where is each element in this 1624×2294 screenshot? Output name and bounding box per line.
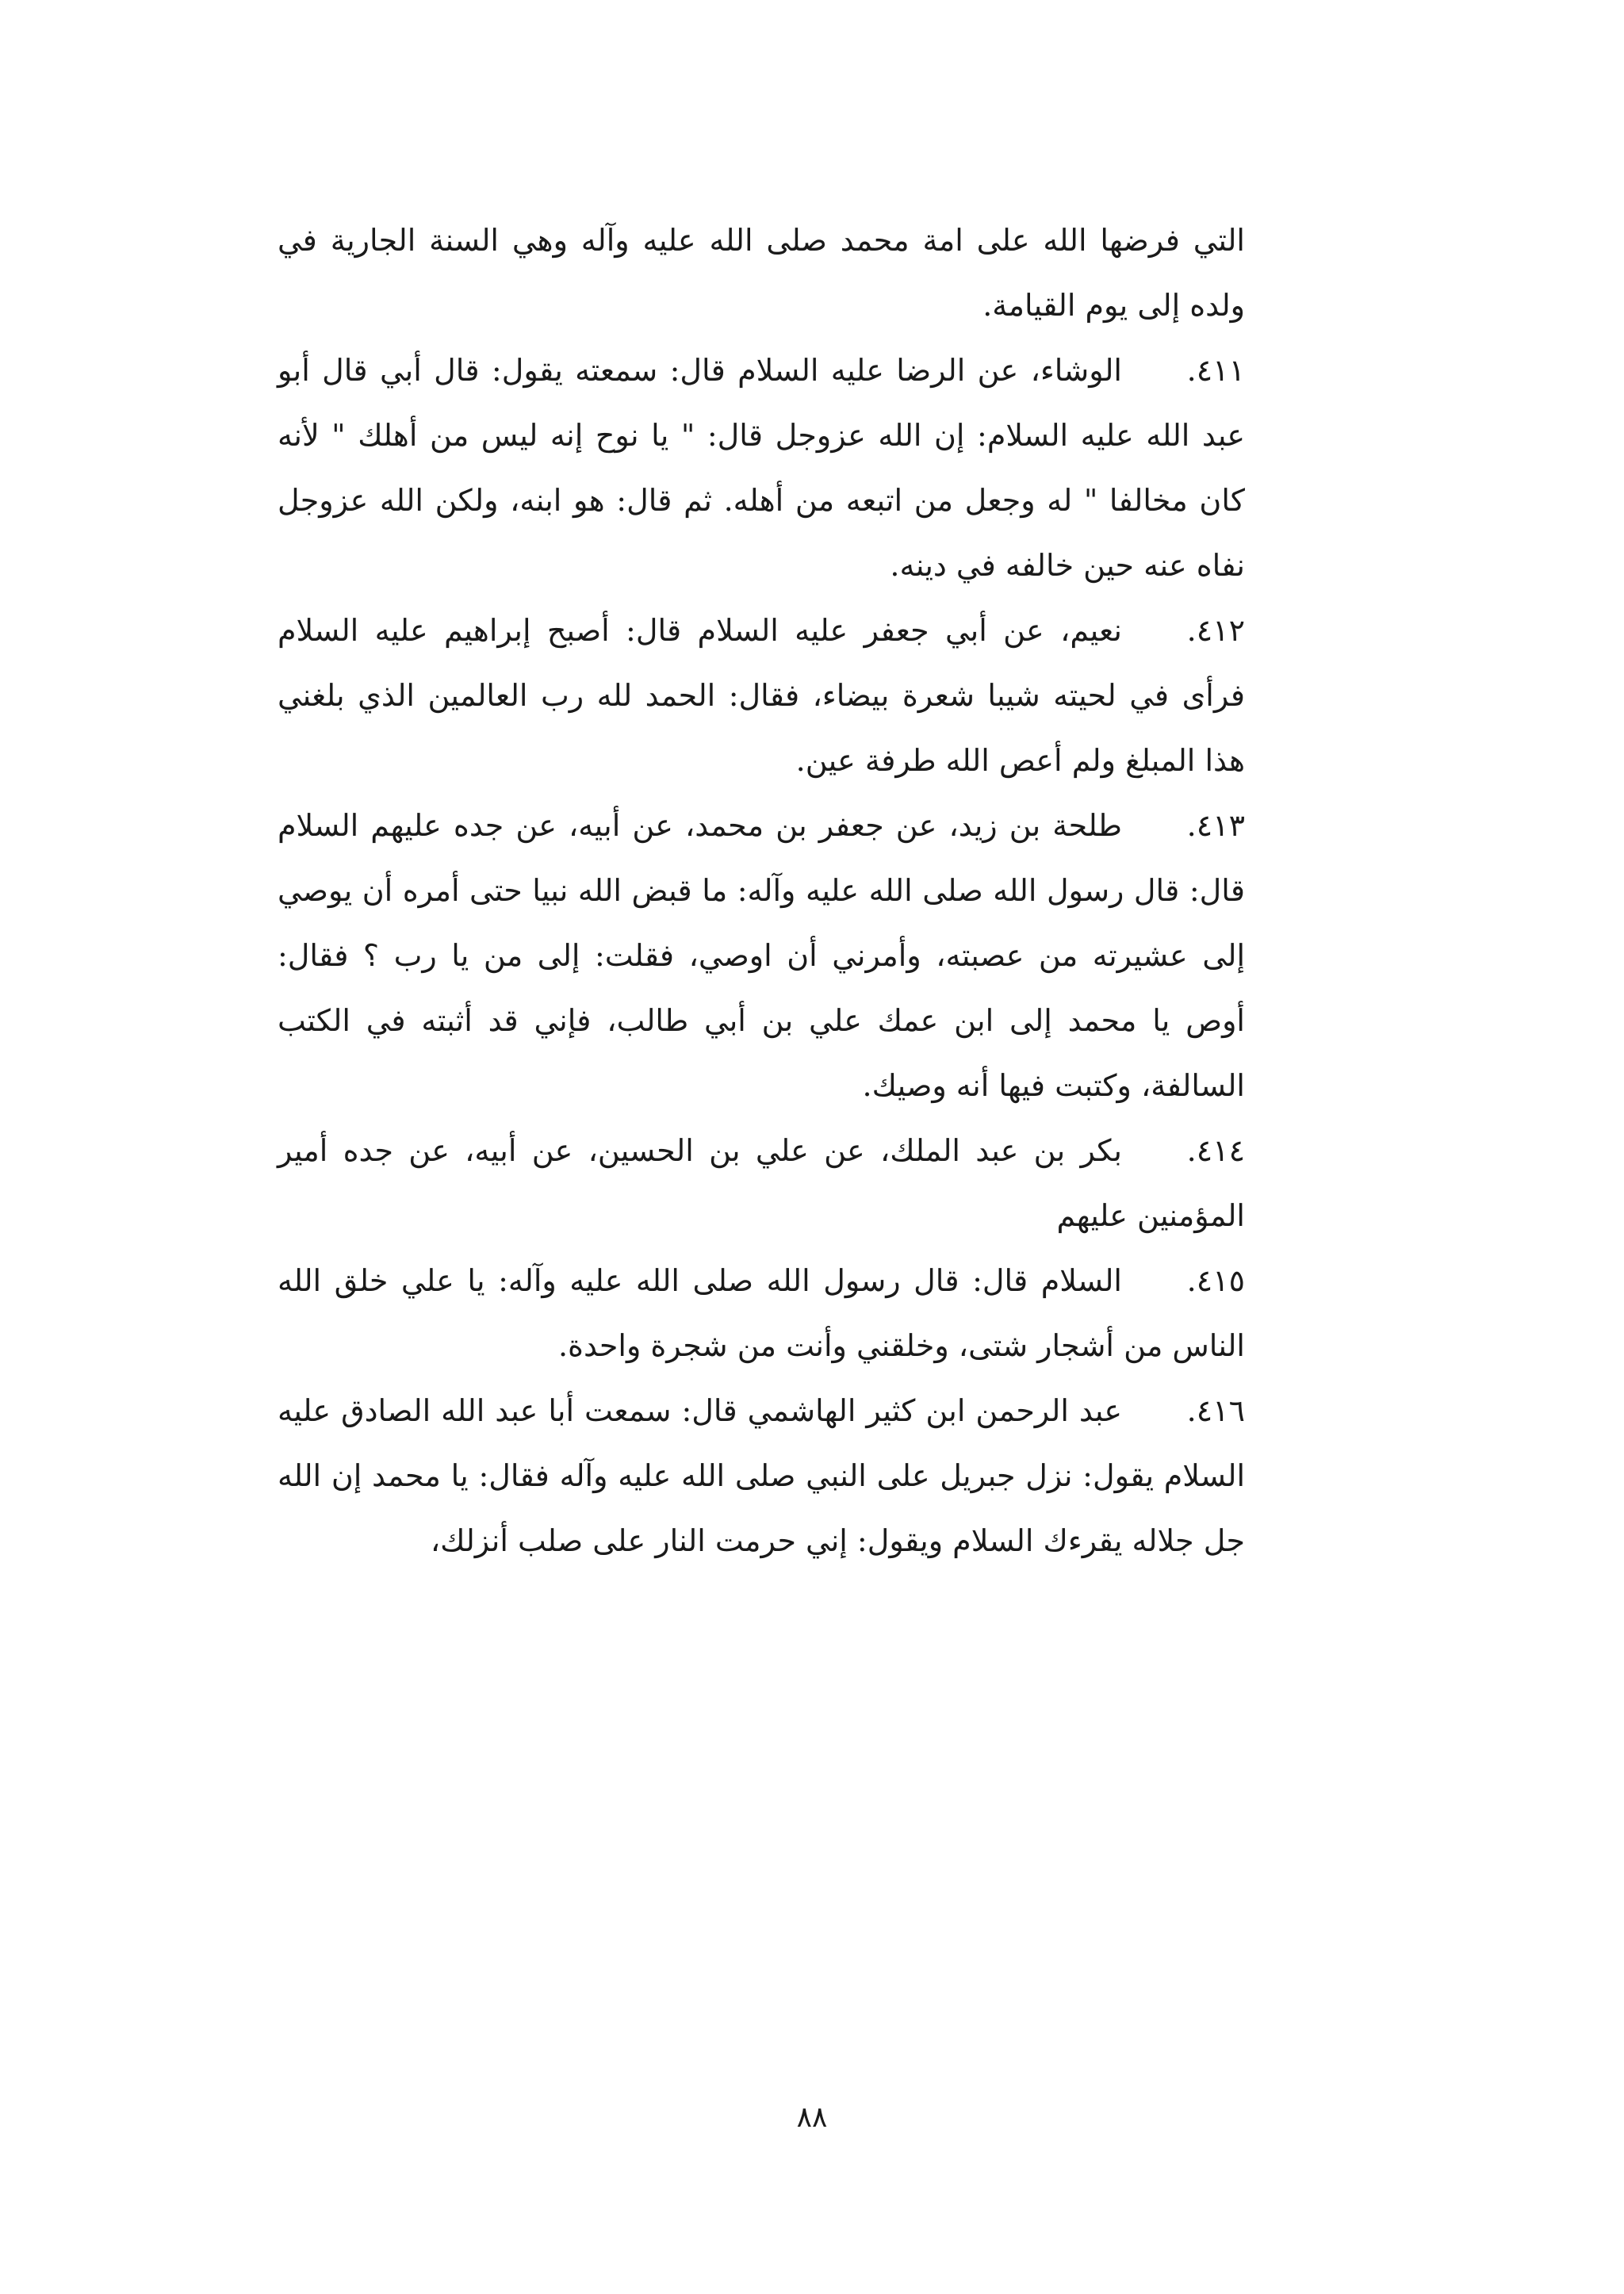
- hadith-entry-413: [278, 793, 1245, 1118]
- entry-text: عبد الرحمن ابن كثير الهاشمي قال: سمعت أبا عبد الله الصادق عليه السلام يقول: نزل جبريل على النبي صلى الله عليه وآله فقال: يا محمد إن الله جل جلاله يقرءك السلام ويقول: إني حرمت النار على صلب أنزلك،: [278, 1393, 1245, 1558]
- entry-number: ٤١٥.: [1186, 1263, 1245, 1298]
- hadith-entry-411: [278, 338, 1245, 598]
- page-body: [278, 208, 1245, 1573]
- entry-number: ٤١٢.: [1186, 613, 1245, 648]
- hadith-entry-416: [278, 1378, 1245, 1573]
- entry-text: الوشاء، عن الرضا عليه السلام قال: سمعته يقول: قال أبي قال أبو عبد الله عليه السلام: إن الله عزوجل قال: " يا نوح إنه ليس من أهلك " لأنه كان مخالفا " له وجعل من اتبعه من أهله. ثم قال: هو ابنه، ولكن الله عزوجل نفاه عنه حين خالفه في دينه.: [278, 353, 1245, 583]
- hadith-entry-414: [278, 1118, 1245, 1248]
- entry-text: السلام قال: قال رسول الله صلى الله عليه وآله: يا علي خلق الله الناس من أشجار شتى، وخلقني وأنت من شجرة واحدة.: [278, 1263, 1245, 1363]
- entry-text: نعيم، عن أبي جعفر عليه السلام قال: أصبح إبراهيم عليه السلام فرأى في لحيته شيبا شعرة بيضاء، فقال: الحمد لله رب العالمين الذي بلغني هذا المبلغ ولم أعص الله طرفة عين.: [278, 613, 1245, 778]
- entry-text: بكر بن عبد الملك، عن علي بن الحسين، عن أبيه، عن جده أمير المؤمنين عليهم: [278, 1133, 1245, 1233]
- opening-paragraph: التي فرضها الله على امة محمد صلى الله عليه وآله وهي السنة الجارية في ولده إلى يوم القيامة.: [278, 223, 1245, 323]
- hadith-entry-415: [278, 1248, 1245, 1378]
- entry-number: ٤١٦.: [1186, 1393, 1245, 1428]
- hadith-entry-412: [278, 598, 1245, 793]
- entry-number: ٤١٤.: [1186, 1133, 1245, 1168]
- entry-number: ٤١٣.: [1186, 808, 1245, 843]
- entry-number: ٤١١.: [1186, 353, 1245, 388]
- page-number: ٨٨: [796, 2101, 828, 2134]
- entry-text: طلحة بن زيد، عن جعفر بن محمد، عن أبيه، عن جده عليهم السلام قال: قال رسول الله صلى الله عليه وآله: ما قبض الله نبيا حتى أمره أن يوصي إلى عشيرته من عصبته، وأمرني أن اوصي، فقلت: إلى من يا رب ؟ فقال: أوص يا محمد إلى ابن عمك علي بن أبي طالب، فإني قد أثبته في الكتب السالفة، وكتبت فيها أنه وصيك.: [278, 808, 1245, 1103]
